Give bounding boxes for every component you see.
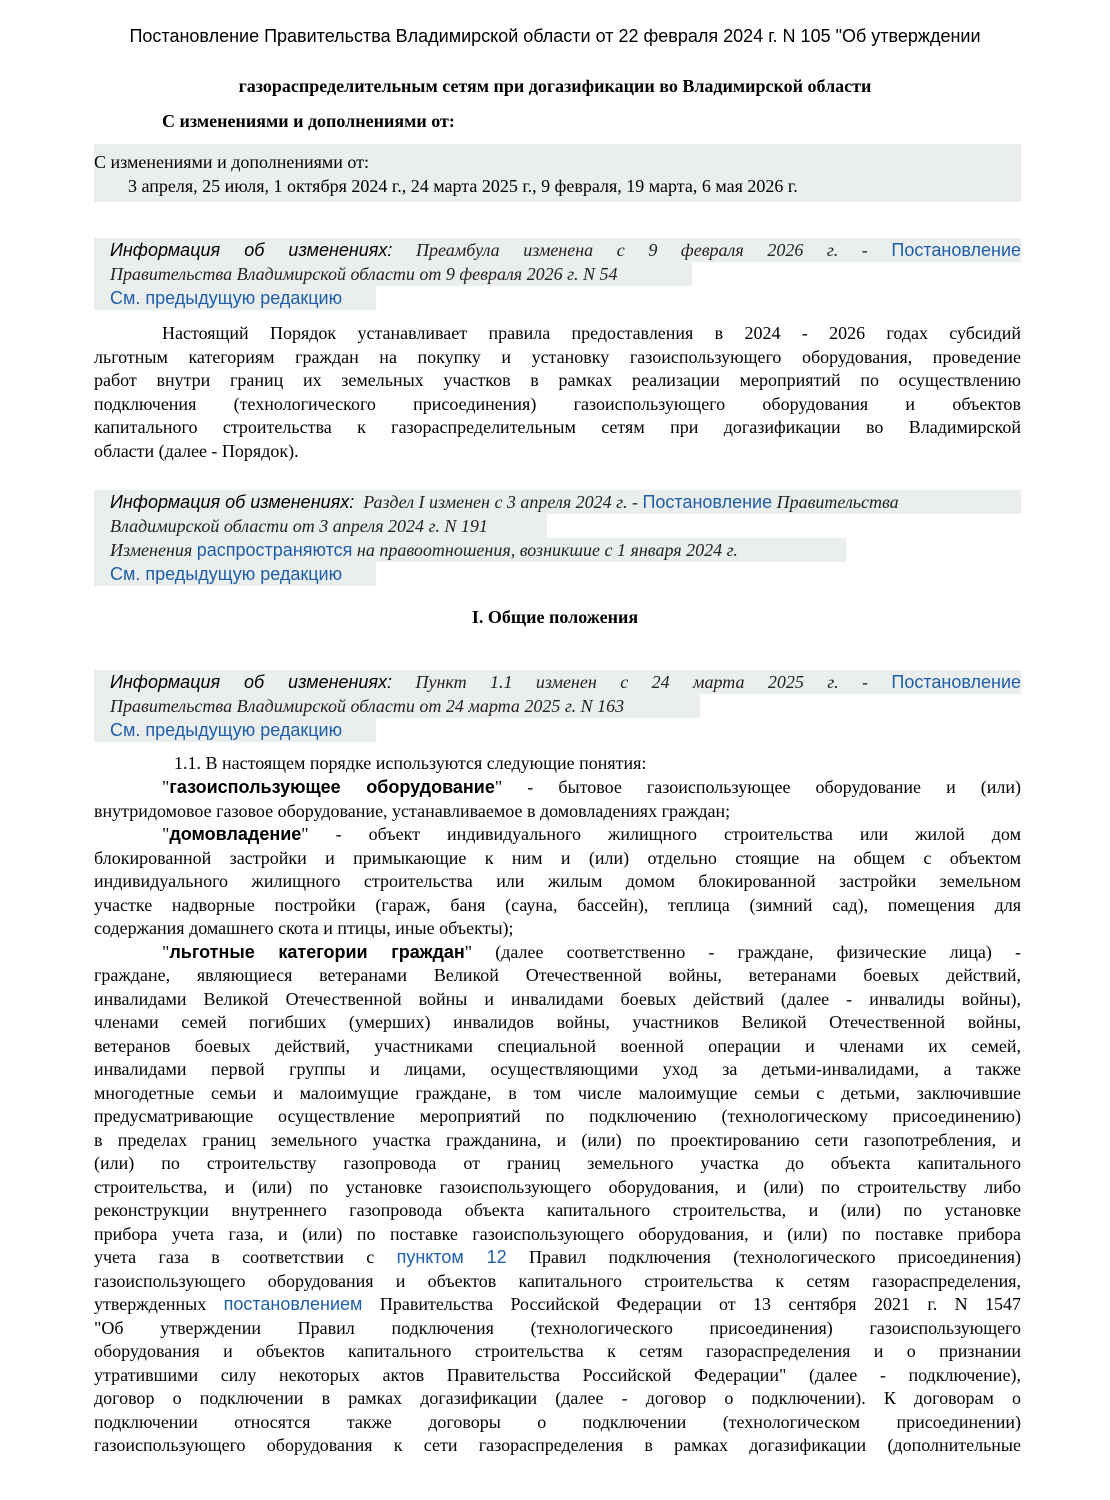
- definition-text: (далее соответственно - граждане, физические лица) -: [495, 942, 1021, 962]
- definition-text: - бытовое газоиспользующее оборудование и (или): [527, 777, 1021, 797]
- definition-line: многодетные семьи и малоимущие граждане, в том числе малоимущие семьи с детьми, заключившие: [94, 1083, 1021, 1103]
- applies-link[interactable]: распространяются: [196, 540, 353, 560]
- change-info-text: Правительства: [776, 492, 899, 512]
- preamble-line: капитального строительства к газораспределительным сетям при догазификации во Владимирской: [94, 417, 1021, 437]
- definition-line: газоиспользующего оборудования и объектов капитального строительства к сетям газораспределения,: [94, 1271, 1021, 1291]
- definition-line: содержания домашнего скота и птицы, иные объекты);: [94, 918, 514, 938]
- changes-box: [94, 144, 1021, 202]
- definition-line: граждане, являющиеся ветеранами Великой Отечественной войны, ветеранами боевых действий,: [94, 965, 1021, 985]
- changes-box-dates: 3 апреля, 25 июля, 1 октября 2024 г., 24 марта 2025 г., 9 февраля, 19 марта, 6 мая 2026 г.: [128, 176, 798, 196]
- definition-line: "льготные категории граждан" (далее соответственно - граждане, физические лица) -: [162, 942, 1021, 962]
- definition-line: оборудования и объектов капитального строительства к сетям газораспределения и о признании: [94, 1341, 1021, 1361]
- preamble-line: области (далее - Порядок).: [94, 441, 299, 461]
- definition-line: в пределах границ земельного участка гражданина, и (или) по проектированию сети газопотребления, и: [94, 1130, 1021, 1150]
- change-info-label: Информация об изменениях:: [110, 240, 393, 260]
- definition-line: индивидуального жилищного строительства или жилым домом блокированной застройки земельном: [94, 871, 1021, 891]
- section-title: I. Общие положения: [471, 607, 639, 627]
- change-info-text: на правоотношения, возникшие с 1 января 2024 г.: [356, 540, 738, 560]
- definition-line: строительства, и (или) по установке газоиспользующего оборудования, и (или) по строительству либо: [94, 1177, 1021, 1197]
- change-info-text: Преамбула изменена с 9 февраля 2026 г. -: [416, 240, 868, 260]
- definition-line: предусматривающие осуществление мероприятий по подключению (технологическому присоединению): [94, 1106, 1021, 1126]
- definition-line: подключении относятся также договоры о подключении (технологическом присоединении): [94, 1412, 1021, 1432]
- definition-line: инвалидами Великой Отечественной войны и инвалидами боевых действий (далее - инвалиды войны),: [94, 989, 1021, 1009]
- definition-line: утратившими силу некоторых актов Правительства Российской Федерации" (далее - подключение),: [94, 1365, 1021, 1385]
- changes-heading: С изменениями и дополнениями от:: [162, 111, 455, 131]
- change-info-text: Пункт 1.1 изменен с 24 марта 2025 г. -: [415, 672, 868, 692]
- preamble-line: работ внутри границ их земельных участков в рамках реализации мероприятий по осуществлению: [94, 370, 1021, 390]
- change-info-text: Владимирской области от 3 апреля 2024 г. N 191: [110, 516, 488, 536]
- preamble-line: подключения (технологического присоединения) газоиспользующего оборудования и объектов: [94, 394, 1021, 414]
- definition-line: инвалидами первой группы и лицами, осуществляющими уход за детьми-инвалидами, а также: [94, 1059, 1021, 1079]
- change-info-label: Информация об изменениях:: [110, 672, 393, 692]
- clause-12-link[interactable]: пунктом 12: [396, 1247, 507, 1267]
- document-subtitle: газораспределительным сетям при догазификации во Владимирской области: [238, 76, 872, 96]
- definition-line: внутридомовое газовое оборудование, устанавливаемое в домовладениях граждан;: [94, 801, 731, 821]
- changes-box-title: С изменениями и дополнениями от:: [94, 152, 370, 172]
- change-info-text: Правительства Владимирской области от 9 февраля 2026 г. N 54: [110, 264, 618, 284]
- previous-version-link[interactable]: См. предыдущую редакцию: [110, 288, 343, 308]
- definition-line: утвержденных постановлением Правительства Российской Федерации от 13 сентября 2021 г. N 1547: [94, 1294, 1022, 1314]
- page-header: Постановление Правительства Владимирской области от 22 февраля 2024 г. N 105 "Об утверждении: [129, 26, 981, 46]
- defined-term: льготные категории граждан: [169, 942, 465, 962]
- definition-line: учета газа в соответствии с пунктом 12 Правил подключения (технологического присоединения): [94, 1247, 1021, 1267]
- definition-line: "газоиспользующее оборудование" - бытовое газоиспользующее оборудование и (или): [162, 777, 1021, 797]
- definition-line: газоиспользующего оборудования к сети газораспределения в рамках догазификации (дополнительные: [94, 1435, 1021, 1455]
- change-info-text: Раздел I изменен с 3 апреля 2024 г. -: [363, 492, 638, 512]
- preamble-line: льготным категориям граждан на покупку и установку газоиспользующего оборудования, проведение: [94, 347, 1021, 367]
- change-info-label: Информация об изменениях:: [110, 492, 355, 512]
- definition-line: договор о подключении в рамках догазификации (далее - договор о подключении). К договорам о: [94, 1388, 1021, 1408]
- definition-line: блокированной застройки и примыкающие к ним и (или) отдельно стоящие на общем с объектом: [94, 848, 1021, 868]
- definition-line: "домовладение" - объект индивидуального жилищного строительства или жилой дом: [162, 824, 1021, 844]
- previous-version-link[interactable]: См. предыдущую редакцию: [110, 564, 343, 584]
- decree-link[interactable]: Постановление: [891, 672, 1022, 692]
- definition-line: ветеранов боевых действий, участниками специальной военной операции и членами их семей,: [94, 1036, 1021, 1056]
- definition-line: членами семей погибших (умерших) инвалидов войны, участников Великой Отечественной войны,: [94, 1012, 1021, 1032]
- definition-line: прибора учета газа, и (или) по поставке газоиспользующего оборудования, и (или) по поставке прибора: [94, 1224, 1021, 1244]
- federal-decree-link[interactable]: постановлением: [223, 1294, 363, 1314]
- definition-line: реконструкции внутреннего газопровода объекта капитального строительства, и (или) по установке: [94, 1200, 1021, 1220]
- change-info-text: Правительства Владимирской области от 24 марта 2025 г. N 163: [110, 696, 625, 716]
- definition-line: "Об утверждении Правил подключения (технологического присоединения) газоиспользующего: [94, 1318, 1021, 1338]
- decree-link[interactable]: Постановление: [891, 240, 1022, 260]
- previous-version-link[interactable]: См. предыдущую редакцию: [110, 720, 343, 740]
- definition-line: участке надворные постройки (гараж, баня (сауна, бассейн), теплица (зимний сад), помещения для: [94, 895, 1021, 915]
- clause-intro: 1.1. В настоящем порядке используются следующие понятия:: [174, 753, 647, 773]
- definition-line: (или) по строительству газопровода от границ земельного участка до объекта капитального: [94, 1153, 1021, 1173]
- preamble-line: Настоящий Порядок устанавливает правила предоставления в 2024 - 2026 годах субсидий: [162, 323, 1021, 343]
- decree-link[interactable]: Постановление: [642, 492, 773, 512]
- definition-text: - объект индивидуального жилищного строительства или жилой дом: [335, 824, 1021, 844]
- defined-term: газоиспользующее оборудование: [169, 777, 495, 797]
- change-info-text: Изменения: [110, 540, 193, 560]
- defined-term: домовладение: [169, 824, 302, 844]
